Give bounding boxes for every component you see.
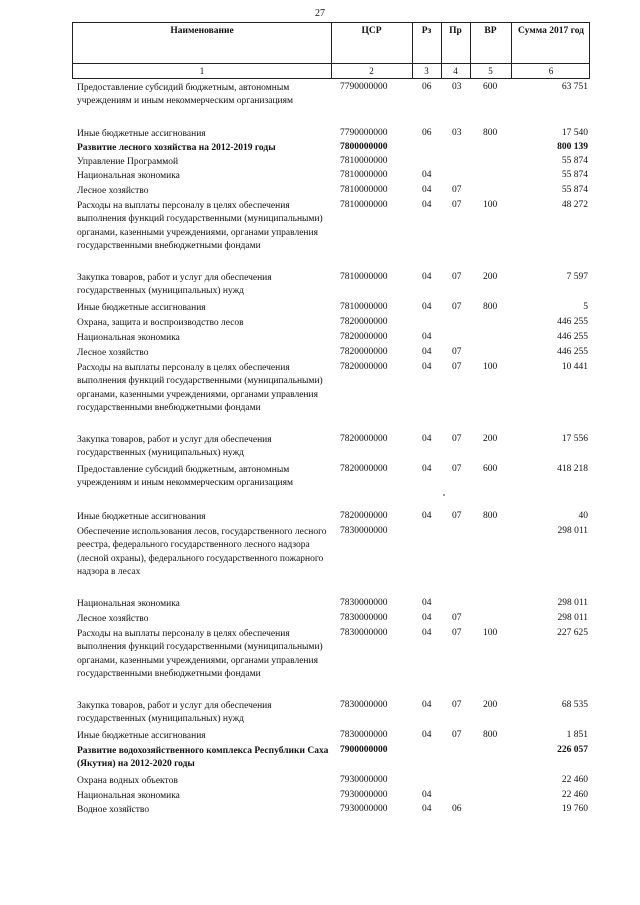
row-rz: 04 <box>422 700 432 710</box>
table-row <box>0 775 640 790</box>
row-sum: 7 597 <box>566 272 588 282</box>
row-pr: 03 <box>452 128 462 138</box>
row-rz: 04 <box>422 362 432 372</box>
row-pr: 07 <box>452 464 462 474</box>
table-row <box>0 170 640 185</box>
row-rz: 04 <box>422 613 432 623</box>
row-sum: 19 760 <box>561 804 588 814</box>
row-name: Охрана водных объектов <box>77 776 178 786</box>
table-row <box>0 362 640 434</box>
row-sum: 55 874 <box>561 156 588 166</box>
scan-dot <box>443 494 445 496</box>
row-name: Расходы на выплаты персоналу в целях обеспечения выполнения функций государственными (муниципальными) органами, казенными учреждениями, органами управления государственными внебюджетными фондами <box>77 363 323 413</box>
row-csr: 7830000000 <box>340 730 388 740</box>
row-csr: 7830000000 <box>340 628 388 638</box>
row-sum: 298 011 <box>557 598 588 608</box>
row-csr: 7810000000 <box>340 272 388 282</box>
row-sum: 55 874 <box>561 170 588 180</box>
row-sum: 17 556 <box>561 434 588 444</box>
row-pr: 07 <box>452 700 462 710</box>
header-csr: ЦСР <box>361 26 382 36</box>
row-name: Иные бюджетные ассигнования <box>77 303 206 313</box>
row-csr: 7830000000 <box>340 700 388 710</box>
row-pr: 07 <box>452 200 462 210</box>
row-sum: 17 540 <box>561 128 588 138</box>
table-row <box>0 526 640 598</box>
row-vr: 800 <box>483 128 498 138</box>
table-row <box>0 142 640 156</box>
row-name: Развитие водохозяйственного комплекса Республики Саха (Якутия) на 2012-2020 годы <box>77 746 329 770</box>
row-csr: 7930000000 <box>340 775 388 785</box>
row-sum: 446 255 <box>557 332 588 342</box>
row-sum: 298 011 <box>557 613 588 623</box>
row-name: Лесное хозяйство <box>77 186 149 196</box>
row-rz: 06 <box>422 128 432 138</box>
row-vr: 800 <box>483 302 498 312</box>
row-csr: 7800000000 <box>340 142 388 152</box>
row-sum: 5 <box>583 302 588 312</box>
row-vr: 200 <box>483 272 498 282</box>
row-sum: 40 <box>578 511 588 521</box>
table-row <box>0 598 640 613</box>
row-sum: 55 874 <box>561 185 588 195</box>
header-col-num: 5 <box>488 66 493 76</box>
row-vr: 100 <box>483 200 498 210</box>
row-csr: 7820000000 <box>340 464 388 474</box>
row-rz: 04 <box>422 598 432 608</box>
table-row <box>0 804 640 818</box>
row-sum: 446 255 <box>557 317 588 327</box>
row-name: Иные бюджетные ассигнования <box>77 129 206 139</box>
row-rz: 04 <box>422 464 432 474</box>
row-rz: 04 <box>422 730 432 740</box>
table-row <box>0 317 640 332</box>
row-name: Водное хозяйство <box>77 805 150 815</box>
row-sum: 1 851 <box>566 730 588 740</box>
table-body <box>0 82 640 818</box>
table-row <box>0 185 640 200</box>
row-pr: 07 <box>452 362 462 372</box>
row-pr: 06 <box>452 804 462 814</box>
row-csr: 7820000000 <box>340 362 388 372</box>
row-csr: 7930000000 <box>340 790 388 800</box>
table-row <box>0 156 640 170</box>
header-name: Наименование <box>170 26 234 36</box>
table-row <box>0 613 640 628</box>
row-sum: 22 460 <box>561 790 588 800</box>
header-pr: Пр <box>449 26 462 36</box>
row-csr: 7830000000 <box>340 598 388 608</box>
row-csr: 7820000000 <box>340 434 388 444</box>
row-rz: 04 <box>422 185 432 195</box>
table-header <box>72 22 590 79</box>
row-rz: 04 <box>422 347 432 357</box>
row-rz: 04 <box>422 332 432 342</box>
row-csr: 7930000000 <box>340 804 388 814</box>
table-row <box>0 745 640 775</box>
row-name: Закупка товаров, работ и услуг для обеспечения государственных (муниципальных) нужд <box>77 701 272 725</box>
table-row <box>0 200 640 272</box>
row-name: Предоставление субсидий бюджетным, автономным учреждениям и иным некоммерческим организациям <box>77 465 294 489</box>
row-csr: 7790000000 <box>340 128 388 138</box>
row-vr: 200 <box>483 434 498 444</box>
table-row <box>0 790 640 804</box>
row-rz: 04 <box>422 790 432 800</box>
row-pr: 07 <box>452 272 462 282</box>
row-name: Национальная экономика <box>77 171 180 181</box>
header-col-num: 1 <box>199 66 205 76</box>
row-name: Развитие лесного хозяйства на 2012-2019 годы <box>77 143 276 153</box>
row-sum: 800 139 <box>557 142 588 152</box>
table-row <box>0 628 640 700</box>
table-row <box>0 730 640 745</box>
row-csr: 7900000000 <box>340 745 388 755</box>
header-sum: Сумма 2017 год <box>518 26 584 36</box>
row-rz: 04 <box>422 302 432 312</box>
row-sum: 418 218 <box>557 464 588 474</box>
row-name: Закупка товаров, работ и услуг для обеспечения государственных (муниципальных) нужд <box>77 273 272 297</box>
table-row <box>0 332 640 347</box>
row-csr: 7810000000 <box>340 170 388 180</box>
row-name: Иные бюджетные ассигнования <box>77 512 206 522</box>
table-row <box>0 128 640 142</box>
row-name: Обеспечение использования лесов, государственного лесного реестра, федерального государственного лесного надзора (лесной охраны), федерального государственного пожарного надзора в лесах <box>77 527 327 577</box>
row-sum: 227 625 <box>557 628 588 638</box>
row-csr: 7810000000 <box>340 302 388 312</box>
row-rz: 04 <box>422 170 432 180</box>
row-vr: 800 <box>483 511 498 521</box>
row-name: Национальная экономика <box>77 791 180 801</box>
row-name: Предоставление субсидий бюджетным, автономным учреждениям и иным некоммерческим организациям <box>77 83 294 107</box>
row-name: Национальная экономика <box>77 599 180 609</box>
row-name: Лесное хозяйство <box>77 348 149 358</box>
row-csr: 7820000000 <box>340 511 388 521</box>
row-sum: 298 011 <box>557 526 588 536</box>
header-col-num: 4 <box>453 66 458 76</box>
row-csr: 7820000000 <box>340 347 388 357</box>
row-sum: 226 057 <box>557 745 588 755</box>
row-csr: 7810000000 <box>340 156 388 166</box>
header-vr: ВР <box>484 26 497 36</box>
row-rz: 04 <box>422 628 432 638</box>
row-pr: 07 <box>452 434 462 444</box>
table-row <box>0 302 640 317</box>
row-vr: 200 <box>483 700 498 710</box>
header-col-num: 3 <box>424 66 429 76</box>
row-csr: 7830000000 <box>340 526 388 536</box>
row-name: Расходы на выплаты персоналу в целях обеспечения выполнения функций государственными (муниципальными) органами, казенными учреждениями, органами управления государственными внебюджетными фондами <box>77 201 323 251</box>
row-pr: 07 <box>452 185 462 195</box>
row-sum: 22 460 <box>561 775 588 785</box>
row-vr: 100 <box>483 628 498 638</box>
row-sum: 446 255 <box>557 347 588 357</box>
header-col-num: 2 <box>369 66 374 76</box>
row-rz: 06 <box>422 82 432 92</box>
row-name: Иные бюджетные ассигнования <box>77 731 206 741</box>
row-name: Лесное хозяйство <box>77 614 149 624</box>
row-pr: 07 <box>452 347 462 357</box>
row-rz: 04 <box>422 200 432 210</box>
row-pr: 07 <box>452 302 462 312</box>
row-rz: 04 <box>422 272 432 282</box>
row-sum: 10 441 <box>561 362 588 372</box>
table-row <box>0 82 640 128</box>
row-pr: 07 <box>452 628 462 638</box>
row-name: Национальная экономика <box>77 333 180 343</box>
row-rz: 04 <box>422 804 432 814</box>
row-csr: 7820000000 <box>340 317 388 327</box>
table-row <box>0 700 640 730</box>
row-pr: 07 <box>452 511 462 521</box>
row-pr: 03 <box>452 82 462 92</box>
row-csr: 7810000000 <box>340 185 388 195</box>
header-rz: Рз <box>421 26 432 36</box>
row-name: Расходы на выплаты персоналу в целях обеспечения выполнения функций государственными (муниципальными) органами, казенными учреждениями, органами управления государственными внебюджетными фондами <box>77 629 323 679</box>
row-name: Закупка товаров, работ и услуг для обеспечения государственных (муниципальных) нужд <box>77 435 272 459</box>
table-row <box>0 434 640 464</box>
header-col-num: 6 <box>548 66 554 76</box>
row-csr: 7810000000 <box>340 200 388 210</box>
row-pr: 07 <box>452 613 462 623</box>
table-row <box>0 272 640 302</box>
row-rz: 04 <box>422 511 432 521</box>
row-vr: 600 <box>483 82 498 92</box>
row-csr: 7830000000 <box>340 613 388 623</box>
table-row <box>0 464 640 511</box>
row-vr: 600 <box>483 464 498 474</box>
row-pr: 07 <box>452 730 462 740</box>
row-name: Управление Программой <box>77 157 179 167</box>
row-vr: 800 <box>483 730 498 740</box>
table-row <box>0 511 640 526</box>
row-name: Охрана, защита и воспроизводство лесов <box>77 318 244 328</box>
row-sum: 48 272 <box>561 200 588 210</box>
row-sum: 68 535 <box>561 700 588 710</box>
row-csr: 7790000000 <box>340 82 388 92</box>
page-number: 27 <box>315 8 325 19</box>
row-sum: 63 751 <box>561 82 588 92</box>
table-row <box>0 347 640 362</box>
row-csr: 7820000000 <box>340 332 388 342</box>
row-vr: 100 <box>483 362 498 372</box>
row-rz: 04 <box>422 434 432 444</box>
